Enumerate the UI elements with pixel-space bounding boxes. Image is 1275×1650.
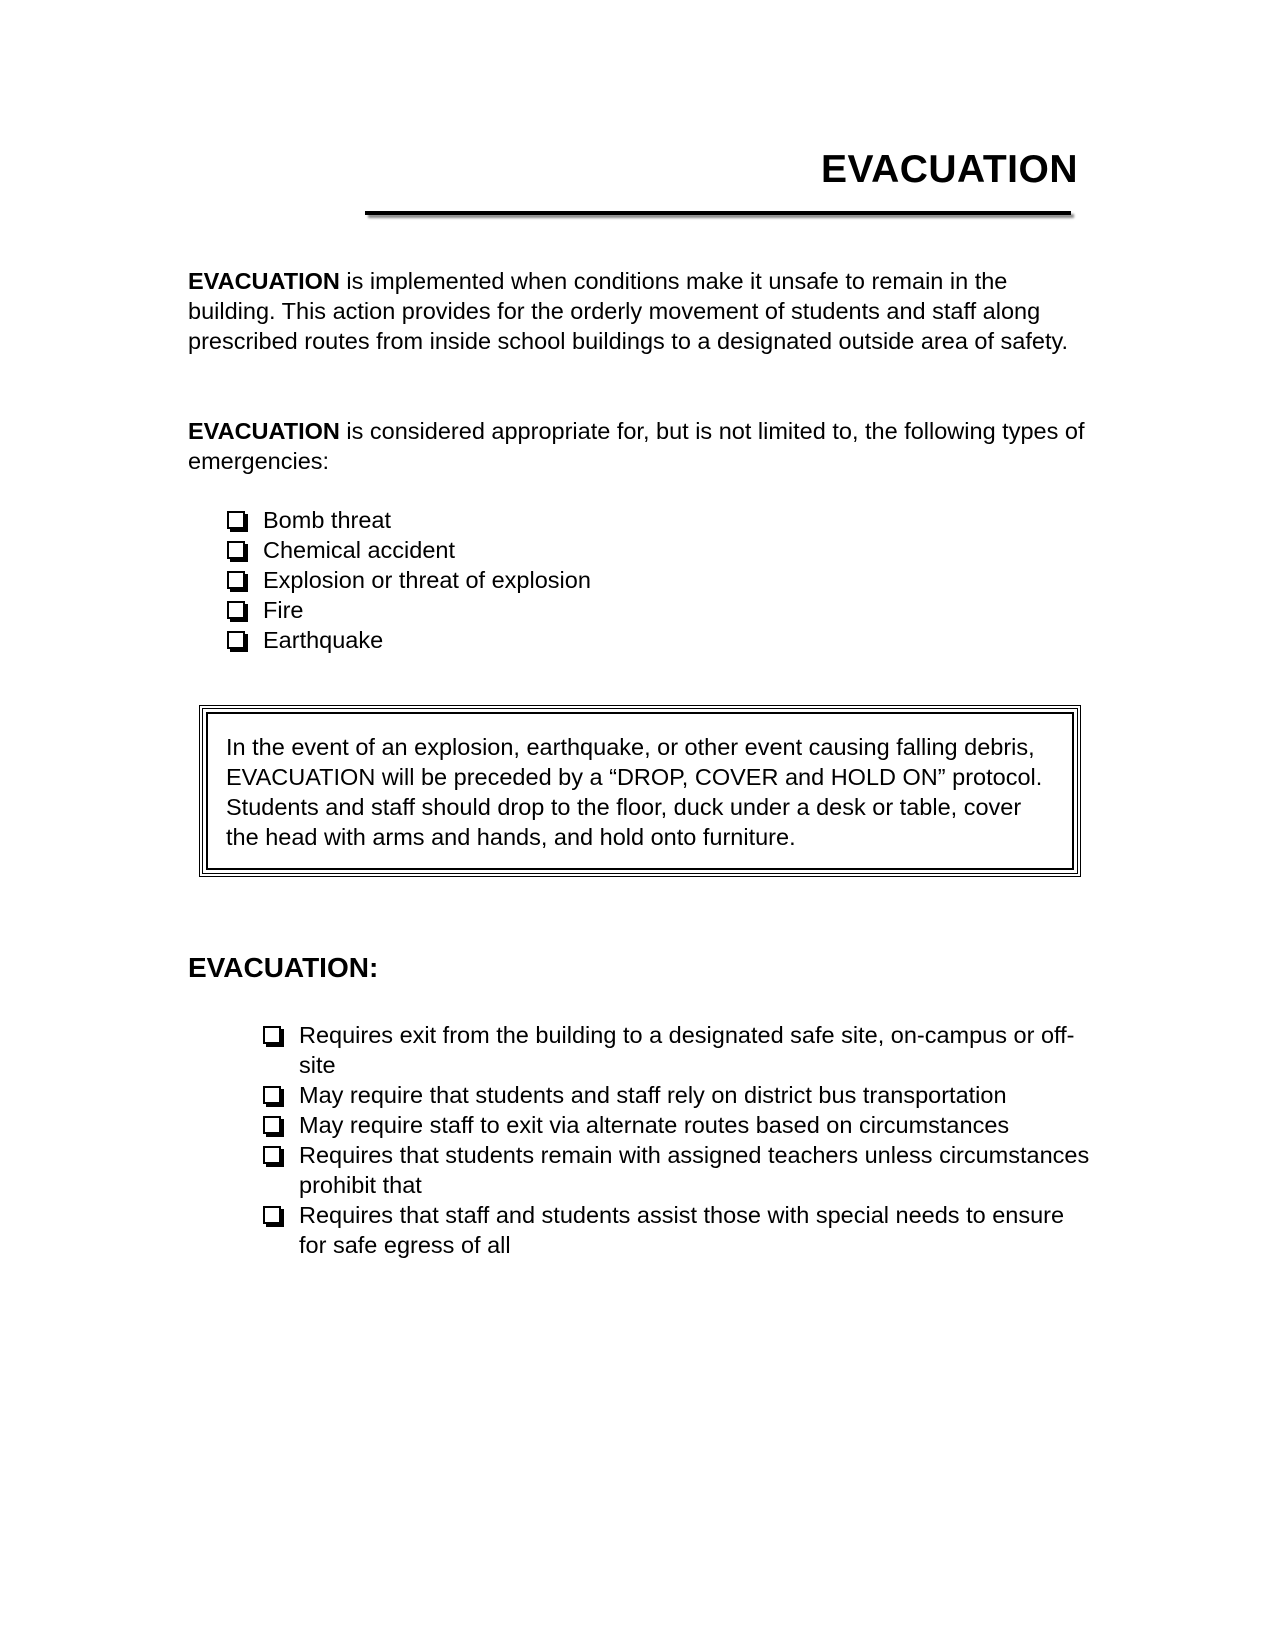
list-item	[263, 1020, 1093, 1080]
list-item-label: Chemical accident	[263, 537, 456, 563]
checkbox-icon	[263, 1116, 281, 1134]
checkbox-icon	[227, 631, 245, 649]
checkbox-icon	[227, 601, 245, 619]
list-item	[227, 535, 591, 565]
intro-paragraph-2	[188, 416, 1088, 476]
checkbox-icon	[227, 541, 245, 559]
checkbox-icon	[263, 1146, 281, 1164]
checkbox-icon	[263, 1206, 281, 1224]
list-item	[227, 595, 591, 625]
intro-paragraph-1	[188, 266, 1088, 356]
list-item-label: Fire	[263, 597, 304, 623]
page-title: EVACUATION	[820, 148, 1078, 191]
requirements-list	[263, 1020, 1093, 1260]
requirements-heading: EVACUATION:	[188, 952, 379, 983]
notice-box-inner	[206, 712, 1074, 870]
intro-term-1: EVACUATION	[188, 268, 340, 294]
checkbox-icon	[227, 571, 245, 589]
checkbox-icon	[227, 511, 245, 529]
notice-box	[199, 705, 1081, 877]
emergency-types-list	[227, 505, 591, 655]
list-item	[227, 505, 591, 535]
list-item-label: Requires that students remain with assigned teachers unless circumstances prohibit that	[299, 1142, 1090, 1198]
list-item	[263, 1110, 1093, 1140]
list-item-label: May require that students and staff rely on district bus transportation	[299, 1082, 1007, 1108]
list-item-label: Requires exit from the building to a designated safe site, on-campus or off-site	[299, 1022, 1075, 1078]
list-item-label: Earthquake	[263, 627, 384, 653]
checkbox-icon	[263, 1086, 281, 1104]
checkbox-icon	[263, 1026, 281, 1044]
list-item-label: May require staff to exit via alternate routes based on circumstances	[299, 1112, 1010, 1138]
list-item	[263, 1140, 1093, 1200]
notice-text: In the event of an explosion, earthquake, or other event causing falling debris, EVACUATION will be preceded by a “DROP, COVER and HOLD ON” protocol. Students and staff should drop to the floor, duck under a desk or table, cover the head with arms and hands, and hold onto furniture.	[226, 734, 1043, 850]
list-item-label: Requires that staff and students assist those with special needs to ensure for safe egress of all	[299, 1202, 1065, 1258]
list-item-label: Explosion or threat of explosion	[263, 567, 591, 593]
list-item	[263, 1200, 1093, 1260]
list-item	[263, 1080, 1093, 1110]
intro-text-2: is considered appropriate for, but is not limited to, the following types of emergencies:	[188, 418, 1085, 474]
list-item	[227, 625, 591, 655]
list-item	[227, 565, 591, 595]
intro-text-1: is implemented when conditions make it unsafe to remain in the building. This action provides for the orderly movement of students and staff along prescribed routes from inside school buildings to a designated outside area of safety.	[188, 268, 1069, 354]
title-underline	[365, 211, 1071, 215]
intro-term-2: EVACUATION	[188, 418, 340, 444]
list-item-label: Bomb threat	[263, 507, 392, 533]
